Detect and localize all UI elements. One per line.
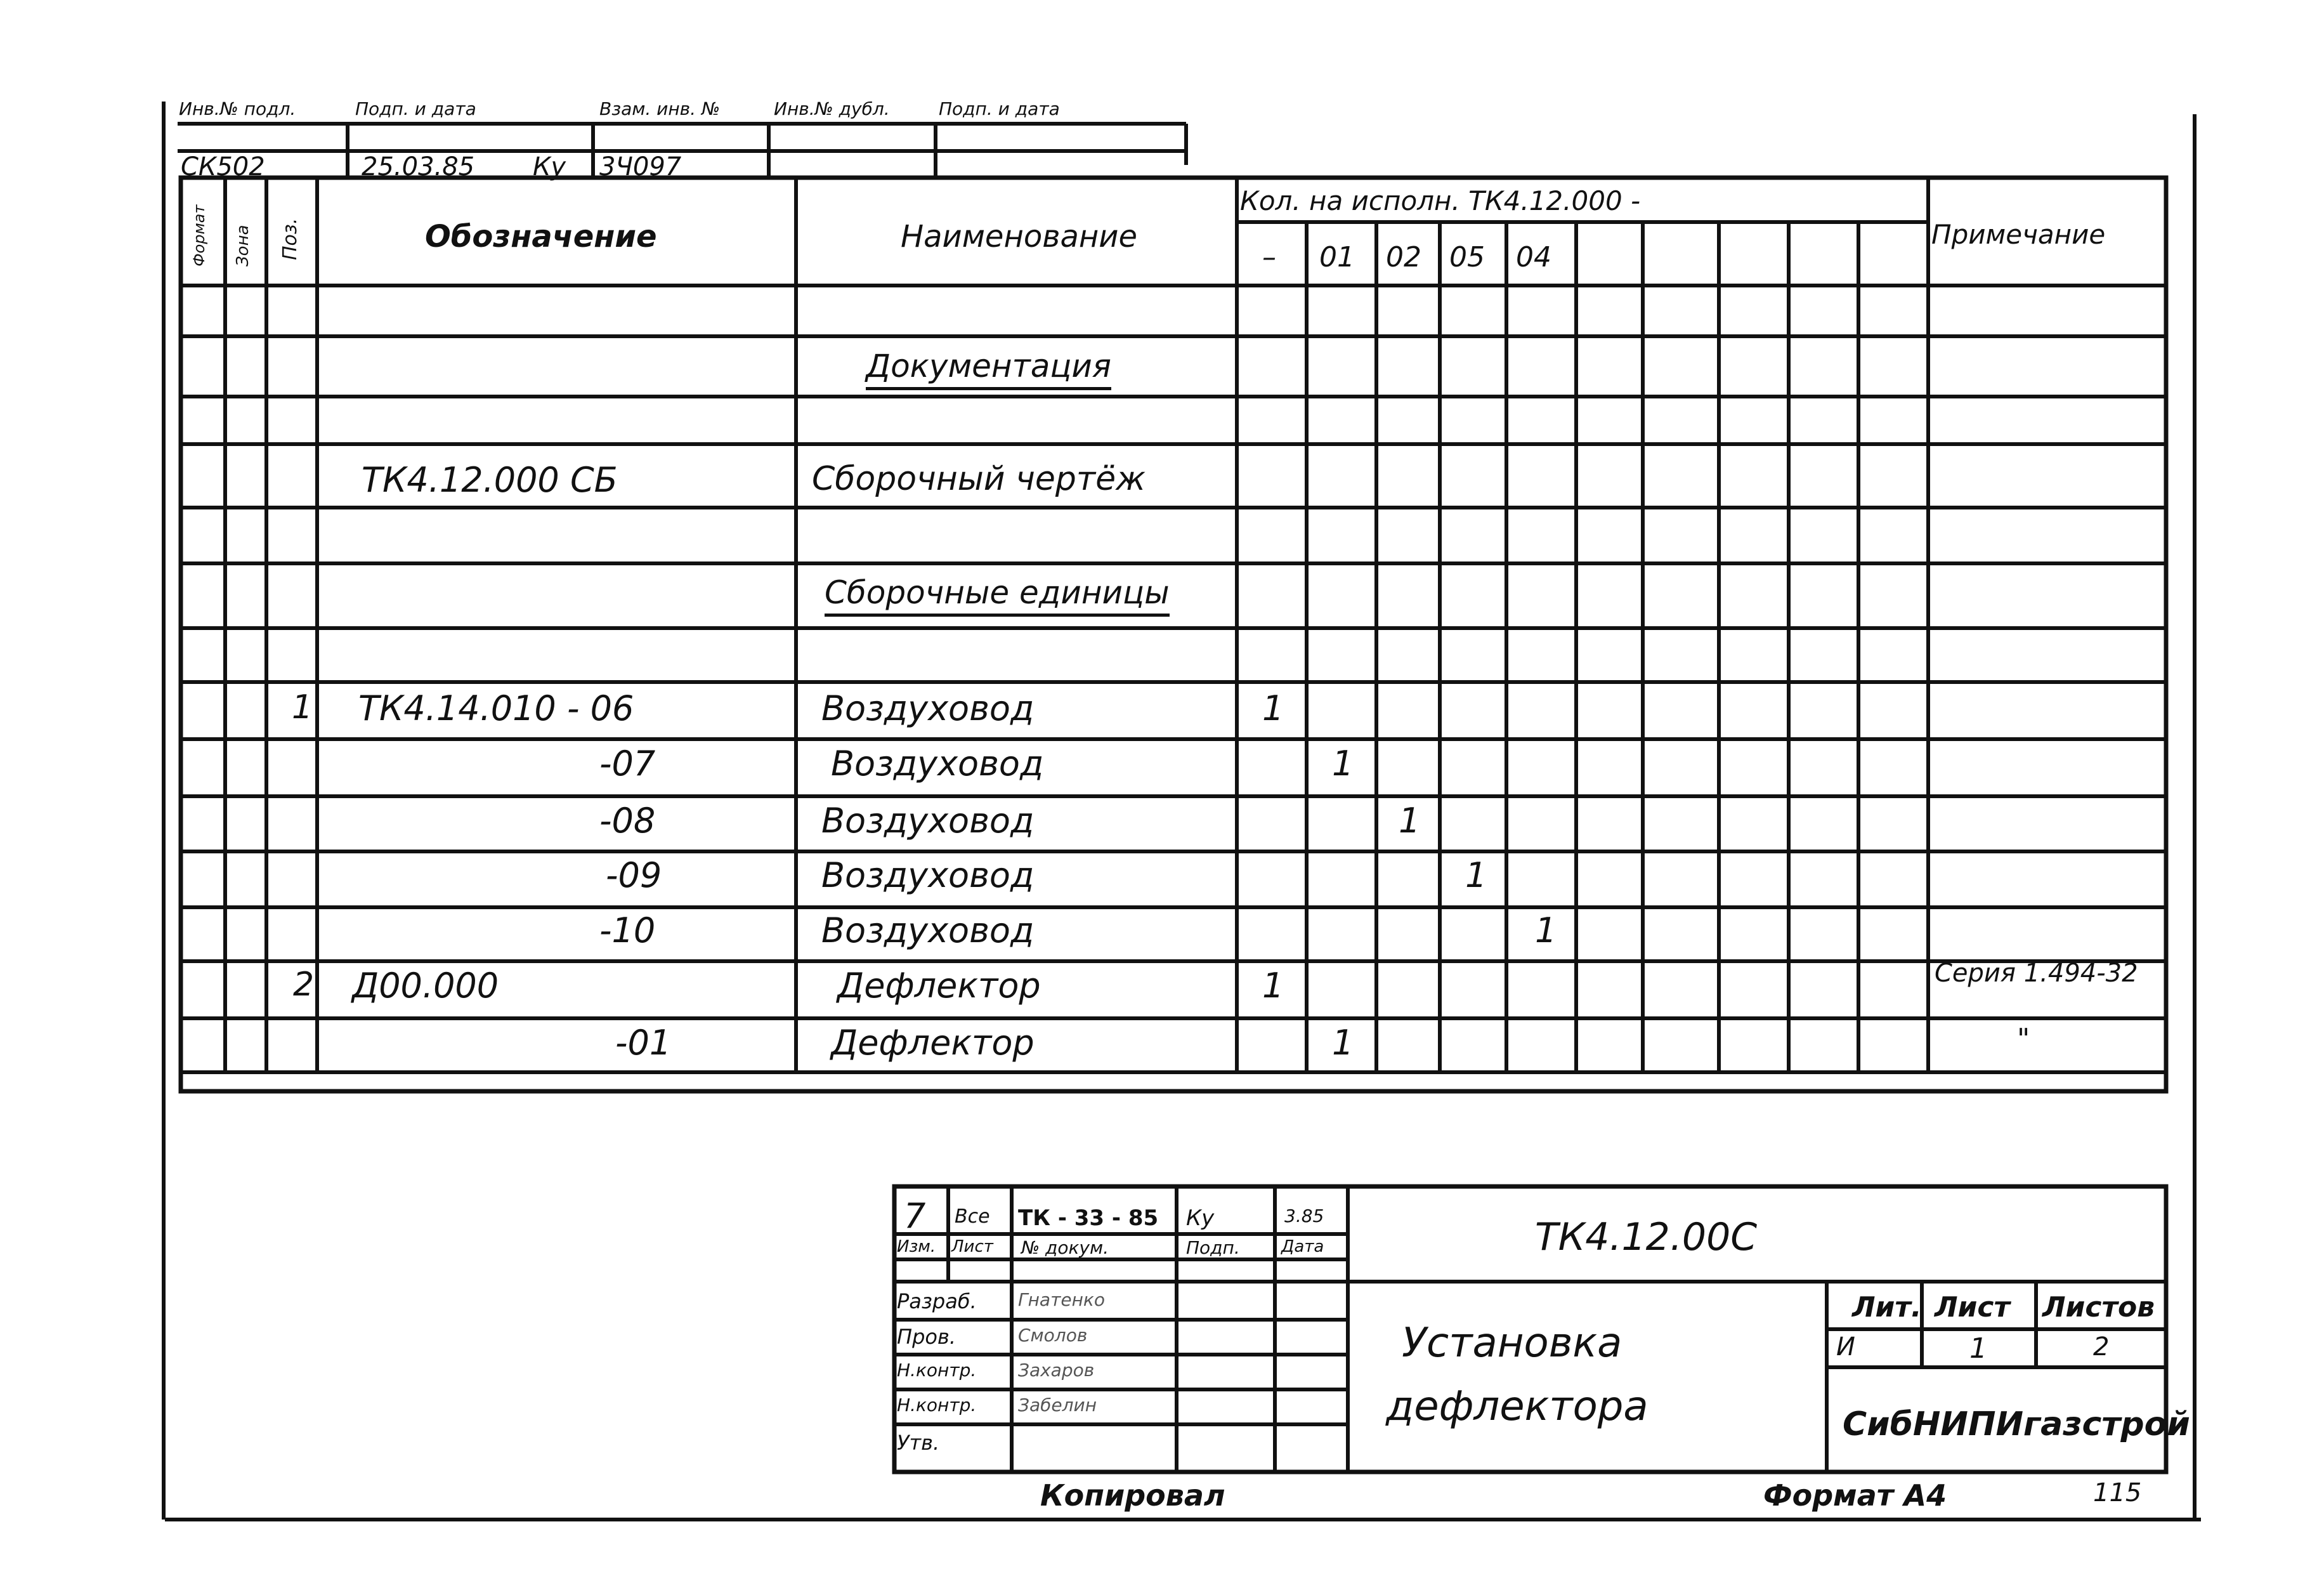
header-pos: Поз. [279, 218, 301, 260]
header-designation: Обозначение [425, 219, 657, 254]
row-name: Воздуховод [821, 688, 1035, 728]
row-designation: -01 [615, 1023, 672, 1063]
row-designation: Д00.000 [352, 966, 499, 1006]
label-sign: Подп. [1186, 1237, 1240, 1258]
row-designation: -07 [599, 744, 656, 784]
variant-2: 02 [1386, 241, 1421, 273]
stamp-header-replace: Взам. инв. № [599, 98, 721, 119]
row-qty: 1 [1332, 744, 1354, 784]
role-checker: Пров. [897, 1325, 956, 1349]
name-ncontrol: Захаров [1018, 1360, 1095, 1381]
row-qty: 1 [1262, 688, 1284, 728]
stamp-inv-no: СК502 [181, 152, 265, 181]
footer-page: 115 [2093, 1478, 2142, 1507]
doc-code: ТК4.12.00С [1535, 1215, 1758, 1259]
change-doc: ТК - 33 - 85 [1018, 1205, 1159, 1231]
header-qty: Кол. на исполн. ТК4.12.000 - [1240, 185, 1641, 216]
sheets-header: Листов [2042, 1291, 2155, 1323]
role-ncontrol: Н.контр. [897, 1360, 977, 1381]
variant-0: – [1262, 241, 1276, 273]
row-qty: 1 [1465, 855, 1487, 895]
label-list: Лист [951, 1237, 993, 1256]
section-assemblies: Сборочные единицы [825, 574, 1170, 617]
footer-format: Формат А4 [1763, 1478, 1947, 1513]
variant-4: 04 [1516, 241, 1551, 273]
label-izm: Изм. [897, 1237, 936, 1256]
change-date: 3.85 [1284, 1205, 1324, 1226]
row-pos: 2 [293, 966, 315, 1004]
row-qty: 1 [1332, 1023, 1354, 1063]
stamp-replace-inv: 3Ч097 [599, 152, 682, 181]
row-qty: 1 [1262, 966, 1284, 1006]
header-name: Наименование [901, 219, 1138, 254]
stamp-header-sign2: Подп. и дата [939, 98, 1060, 119]
stamp-header-inv: Инв.№ подл. [179, 98, 296, 119]
stamp-sign-date: 25.03.85 [362, 152, 475, 181]
variant-1: 01 [1319, 241, 1355, 273]
row-name: Воздуховод [821, 855, 1035, 895]
row-designation: -10 [599, 910, 656, 950]
header-zone: Зона [233, 225, 252, 266]
row-note: Серия 1.494-32 [1935, 959, 2138, 988]
organization: СибНИПИгазстрой [1843, 1405, 2190, 1443]
lit-value: И [1836, 1332, 1855, 1362]
row-qty: 1 [1535, 910, 1557, 950]
label-doc-no: № докум. [1021, 1237, 1109, 1258]
row-designation: ТК4.12.000 СБ [362, 460, 618, 500]
change-sheet: Все [955, 1205, 990, 1228]
row-name: Воздуховод [821, 910, 1035, 950]
change-no: 7 [904, 1196, 926, 1236]
role-approved: Утв. [897, 1431, 940, 1455]
role-ncontrol2: Н.контр. [897, 1395, 977, 1415]
row-name: Дефлектор [831, 1023, 1035, 1063]
header-note: Примечание [1931, 219, 2106, 250]
stamp-sign-mark: Ку [533, 152, 566, 181]
row-pos: 1 [292, 688, 313, 726]
lit-header: Лит. [1852, 1291, 1922, 1323]
sheet-header: Лист [1935, 1291, 2010, 1323]
row-name: Дефлектор [837, 966, 1041, 1006]
row-qty: 1 [1399, 801, 1421, 841]
row-name: Воздуховод [831, 744, 1044, 784]
section-documentation: Документация [866, 348, 1111, 390]
doc-title-line2: дефлектора [1386, 1383, 1648, 1430]
row-note: " [2017, 1023, 2030, 1055]
row-name: Сборочный чертёж [812, 460, 1146, 498]
stamp-header-dup: Инв.№ дубл. [774, 98, 890, 119]
row-designation: ТК4.14.010 - 06 [358, 688, 634, 728]
stamp-header-sign: Подп. и дата [355, 98, 476, 119]
name-ncontrol2: Забелин [1018, 1395, 1097, 1415]
name-developer: Гнатенко [1018, 1289, 1105, 1310]
footer-copied: Копировал [1040, 1478, 1225, 1513]
role-developer: Разраб. [897, 1289, 977, 1313]
row-designation: -08 [599, 801, 656, 841]
sheets-value: 2 [2093, 1332, 2110, 1362]
row-name: Воздуховод [821, 801, 1035, 841]
sheet-value: 1 [1969, 1332, 1987, 1365]
row-designation: -09 [606, 855, 662, 895]
change-sign: Ку [1186, 1205, 1215, 1231]
label-date: Дата [1281, 1237, 1324, 1256]
variant-3: 05 [1449, 241, 1485, 273]
doc-title-line1: Установка [1402, 1320, 1622, 1367]
name-checker: Смолов [1018, 1325, 1088, 1346]
header-format: Формат [190, 204, 208, 266]
